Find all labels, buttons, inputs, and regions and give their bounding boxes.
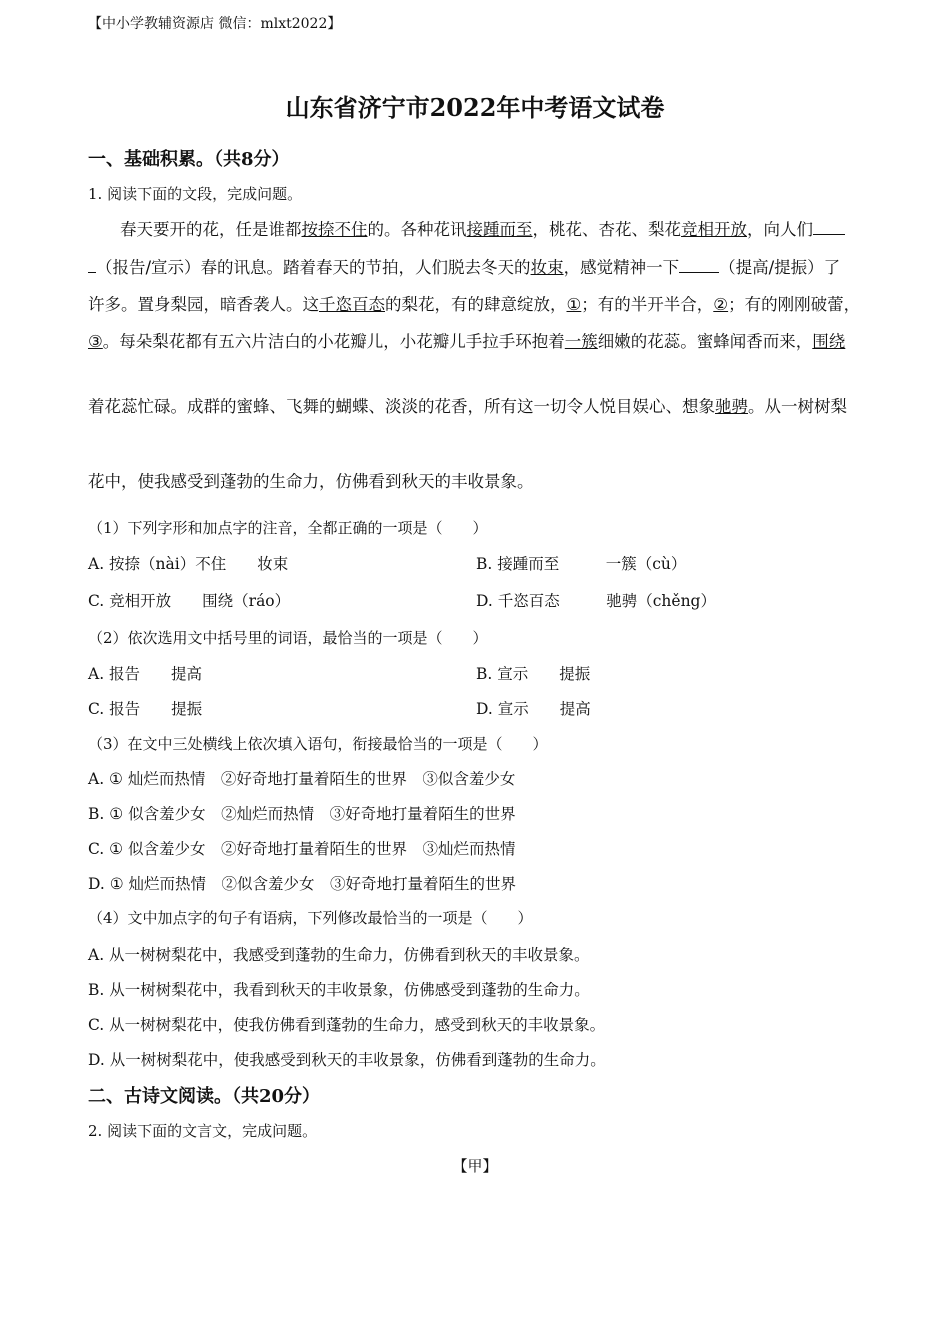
sub-question-1-option-d[interactable]: D. 千恣百态 驰骋（chěng） xyxy=(476,592,716,610)
sub-question-2-option-a[interactable]: A. 报告 提高 xyxy=(88,665,203,683)
sub-question-3-option-a[interactable]: A. ① 灿烂而热情 ②好奇地打量着陌生的世界 ③似含羞少女 xyxy=(88,770,516,788)
sub-question-4-option-d[interactable]: D. 从一树树梨花中，使我感受到秋天的丰收景象，仿佛看到蓬勃的生命力。 xyxy=(88,1051,606,1069)
sub-question-1-option-b[interactable]: B. 接踵而至 一簇（cù） xyxy=(476,555,687,573)
page-title: 山东省济宁市2022年中考语文试卷 xyxy=(285,93,665,122)
sub-question-2-stem: （2）依次选用文中括号里的词语，最恰当的一项是（ ） xyxy=(88,629,488,647)
sub-question-1-option-c[interactable]: C. 竞相开放 围绕（ráo） xyxy=(88,592,291,610)
sub-question-2-option-d[interactable]: D. 宣示 提高 xyxy=(476,700,591,718)
sub-question-3-option-b[interactable]: B. ① 似含羞少女 ②灿烂而热情 ③好奇地打量着陌生的世界 xyxy=(88,805,516,823)
sub-question-4-option-a[interactable]: A. 从一树树梨花中，我感受到蓬勃的生命力，仿佛看到秋天的丰收景象。 xyxy=(88,946,590,964)
sub-question-3-option-d[interactable]: D. ① 灿烂而热情 ②似含羞少女 ③好奇地打量着陌生的世界 xyxy=(88,875,517,893)
question-2-intro: 2. 阅读下面的文言文，完成问题。 xyxy=(88,1122,318,1140)
passage-line-4: ③。每朵梨花都有五六片洁白的小花瓣儿，小花瓣儿手拉手环抱着一簇细嫩的花蕊。蜜蜂闻香而来，围绕 xyxy=(88,332,846,351)
passage-line-1: 春天要开的花，任是谁都按捺不住的。各种花讯接踵而至，桃花、杏花、梨花竞相开放，向人们 xyxy=(120,216,845,240)
passage-line-6: 花中，使我感受到蓬勃的生命力，仿佛看到秋天的丰收景象。 xyxy=(88,472,534,491)
sub-question-1-option-a[interactable]: A. 按捺（nài）不住 妆束 xyxy=(88,555,289,573)
passage-line-3: 许多。置身梨园，暗香袭人。这千恣百态的梨花，有的肆意绽放，①；有的半开半合，②；有的刚刚破蕾， xyxy=(88,295,861,314)
sub-question-4-stem: （4）文中加点字的句子有语病，下列修改最恰当的一项是（ ） xyxy=(88,909,533,927)
sub-question-4-option-b[interactable]: B. 从一树树梨花中，我看到秋天的丰收景象，仿佛感受到蓬勃的生命力。 xyxy=(88,981,590,999)
sub-question-4-option-c[interactable]: C. 从一树树梨花中，使我仿佛看到蓬勃的生命力，感受到秋天的丰收景象。 xyxy=(88,1016,606,1034)
page-header-watermark: 【中小学教辅资源店 微信：mlxt2022】 xyxy=(88,16,342,32)
question-1-intro: 1. 阅读下面的文段，完成问题。 xyxy=(88,185,303,203)
sub-question-1-stem: （1）下列字形和加点字的注音，全都正确的一项是（ ） xyxy=(88,519,488,537)
sub-question-2-option-b[interactable]: B. 宣示 提振 xyxy=(476,665,591,683)
sub-question-3-stem: （3）在文中三处横线上依次填入语句，衔接最恰当的一项是（ ） xyxy=(88,735,548,753)
passage-line-5: 着花蕊忙碌。成群的蜜蜂、飞舞的蝴蝶、淡淡的花香，所有这一切令人悦目娱心、想象驰骋。从一树树梨 xyxy=(88,397,847,416)
sub-question-2-option-c[interactable]: C. 报告 提振 xyxy=(88,700,203,718)
sub-question-3-option-c[interactable]: C. ① 似含羞少女 ②好奇地打量着陌生的世界 ③灿烂而热情 xyxy=(88,840,516,858)
section-2-heading: 二、古诗文阅读。（共20分） xyxy=(88,1086,321,1107)
passage-line-2: （报告/宣示）春的讯息。踏着春天的节拍，人们脱去冬天的妆束，感觉精神一下 （提高/提振）了 xyxy=(88,254,840,278)
section-1-heading: 一、基础积累。（共8分） xyxy=(88,149,290,170)
passage-jia-label: 【甲】 xyxy=(452,1157,498,1175)
